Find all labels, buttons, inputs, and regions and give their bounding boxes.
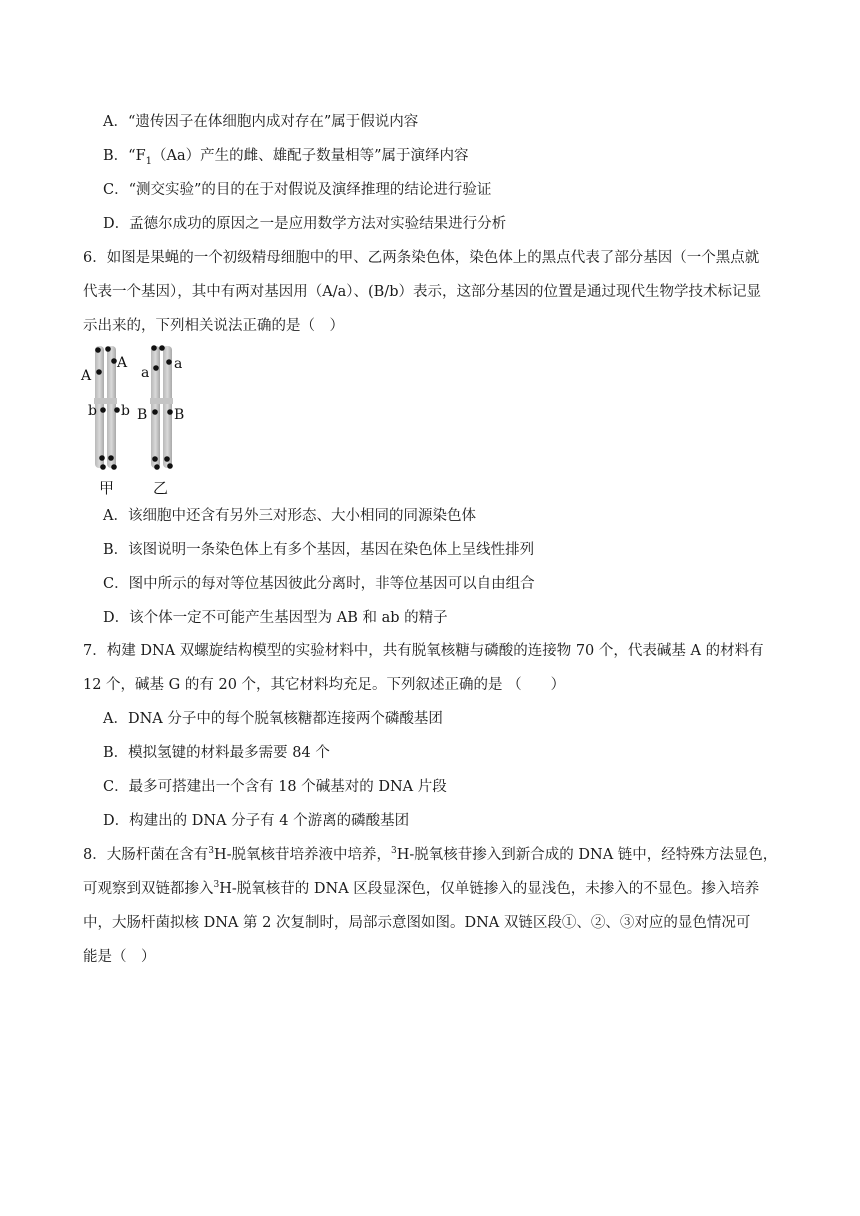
q8-stem-line-2-part-2: H-脱氧核苷的 DNA 区段显深色，仅单链掺入的显浅色，未掺入的不显色。掺入培养 xyxy=(219,881,760,897)
gene-label-jia-left-mid: b xyxy=(88,403,97,419)
gene-dot xyxy=(153,365,159,371)
q5-option-b-suffix: （Aa）产生的雌、雄配子数量相等”属于演绎内容 xyxy=(152,148,469,164)
q8-stem-line-1-part-2: H-脱氧核苷培养液中培养， xyxy=(213,847,392,863)
gene-label-jia-left-top: A xyxy=(81,368,92,384)
q8-superscript-3: 3 xyxy=(208,846,214,857)
gene-dot xyxy=(152,456,158,462)
q6-option-b: B．该图说明一条染色体上有多个基因，基因在染色体上呈线性排列 xyxy=(103,542,535,558)
gene-dot xyxy=(100,407,106,413)
chromatid xyxy=(107,346,116,468)
gene-dot xyxy=(114,407,120,413)
gene-dot xyxy=(111,358,117,364)
gene-label-jia-right-mid: b xyxy=(121,403,130,419)
gene-dot xyxy=(167,463,173,469)
chromosome-jia xyxy=(80,346,130,470)
q6-option-a: A．该细胞中还含有另外三对形态、大小相同的同源染色体 xyxy=(103,508,476,524)
q8-stem-line-4: 能是（ ） xyxy=(83,949,156,965)
q6-stem-line-1: 6．如图是果蝇的一个初级精母细胞中的甲、乙两条染色体，染色体上的黑点代表了部分基因（一个黑点就 xyxy=(83,250,760,266)
q8-superscript-3: 3 xyxy=(391,846,397,857)
gene-dot xyxy=(111,464,117,470)
q7-stem-line-2: 12 个，碱基 G 的有 20 个，其它材料均充足。下列叙述正确的是 （ ） xyxy=(83,677,566,693)
gene-dot xyxy=(167,409,173,415)
q7-option-a: A．DNA 分子中的每个脱氧核糖都连接两个磷酸基团 xyxy=(103,711,443,727)
q6-stem-line-2: 代表一个基因），其中有两对基因用（A/a）、(B/b）表示，这部分基因的位置是通过现代生物学技术标记显 xyxy=(83,284,761,300)
q8-stem-line-3: 中，大肠杆菌拟核 DNA 第 2 次复制时，局部示意图如图。DNA 双链区段①、②、③对应的显色情况可 xyxy=(83,915,751,931)
q8-stem-line-1 xyxy=(83,845,777,865)
q5-option-b-subscript: 1 xyxy=(145,155,153,167)
q6-option-c: C．图中所示的每对等位基因彼此分离时，非等位基因可以自由组合 xyxy=(103,576,535,592)
gene-dot xyxy=(164,456,170,462)
gene-label-yi-left-mid: B xyxy=(137,407,148,423)
gene-dot xyxy=(105,346,111,352)
chromosome-diagram xyxy=(78,340,198,500)
q8-stem-line-2-part-1: 可观察到双链都掺入 xyxy=(83,881,214,897)
chromosome-yi xyxy=(137,345,184,470)
gene-label-yi-left-top: a xyxy=(141,365,150,381)
centromere xyxy=(150,398,173,404)
chromosome-label-jia: 甲 xyxy=(99,479,115,497)
gene-label-jia-right-top: A xyxy=(117,355,128,371)
gene-dot xyxy=(159,345,165,351)
gene-dot xyxy=(166,359,172,365)
gene-dot xyxy=(151,345,157,351)
q5-option-b-prefix: B．“F xyxy=(103,148,146,164)
gene-dot xyxy=(152,409,158,415)
q8-stem-line-2 xyxy=(83,879,759,899)
gene-dot xyxy=(99,455,105,461)
q5-option-a: A．“遗传因子在体细胞内成对存在”属于假说内容 xyxy=(103,114,419,130)
q5-option-d: D．孟德尔成功的原因之一是应用数学方法对实验结果进行分析 xyxy=(103,216,507,232)
q7-option-b: B．模拟氢键的材料最多需要 84 个 xyxy=(103,745,330,761)
q5-option-c: C．“测交实验”的目的在于对假说及演绎推理的结论进行验证 xyxy=(103,182,492,198)
q8-stem-line-1-part-1: 8．大肠杆菌在含有 xyxy=(83,847,209,863)
q6-option-d: D．该个体一定不可能产生基因型为 AB 和 ab 的精子 xyxy=(103,610,448,626)
gene-dot xyxy=(108,455,114,461)
gene-dot xyxy=(95,347,101,353)
gene-dot xyxy=(154,464,160,470)
gene-label-yi-right-mid: B xyxy=(174,407,185,423)
q5-option-b xyxy=(103,146,469,166)
q8-superscript-3: 3 xyxy=(213,880,220,891)
centromere xyxy=(94,398,117,404)
q8-stem-line-1-part-3: H-脱氧核苷掺入到新合成的 DNA 链中，经特殊方法显色， xyxy=(396,847,778,863)
gene-dot xyxy=(100,464,106,470)
chromatid xyxy=(151,346,160,468)
q6-stem-line-3: 示出来的，下列相关说法正确的是（ ） xyxy=(83,318,344,334)
q7-option-c: C．最多可搭建出一个含有 18 个碱基对的 DNA 片段 xyxy=(103,779,447,795)
q7-stem-line-1: 7．构建 DNA 双螺旋结构模型的实验材料中，共有脱氧核糖与磷酸的连接物 70 个，代表碱基 A 的材料有 xyxy=(83,643,764,659)
q7-option-d: D．构建出的 DNA 分子有 4 个游离的磷酸基团 xyxy=(103,813,410,829)
chromosome-figure xyxy=(78,340,198,500)
gene-label-yi-right-top: a xyxy=(174,356,183,372)
chromosome-label-yi: 乙 xyxy=(153,479,169,497)
gene-dot xyxy=(96,369,102,375)
